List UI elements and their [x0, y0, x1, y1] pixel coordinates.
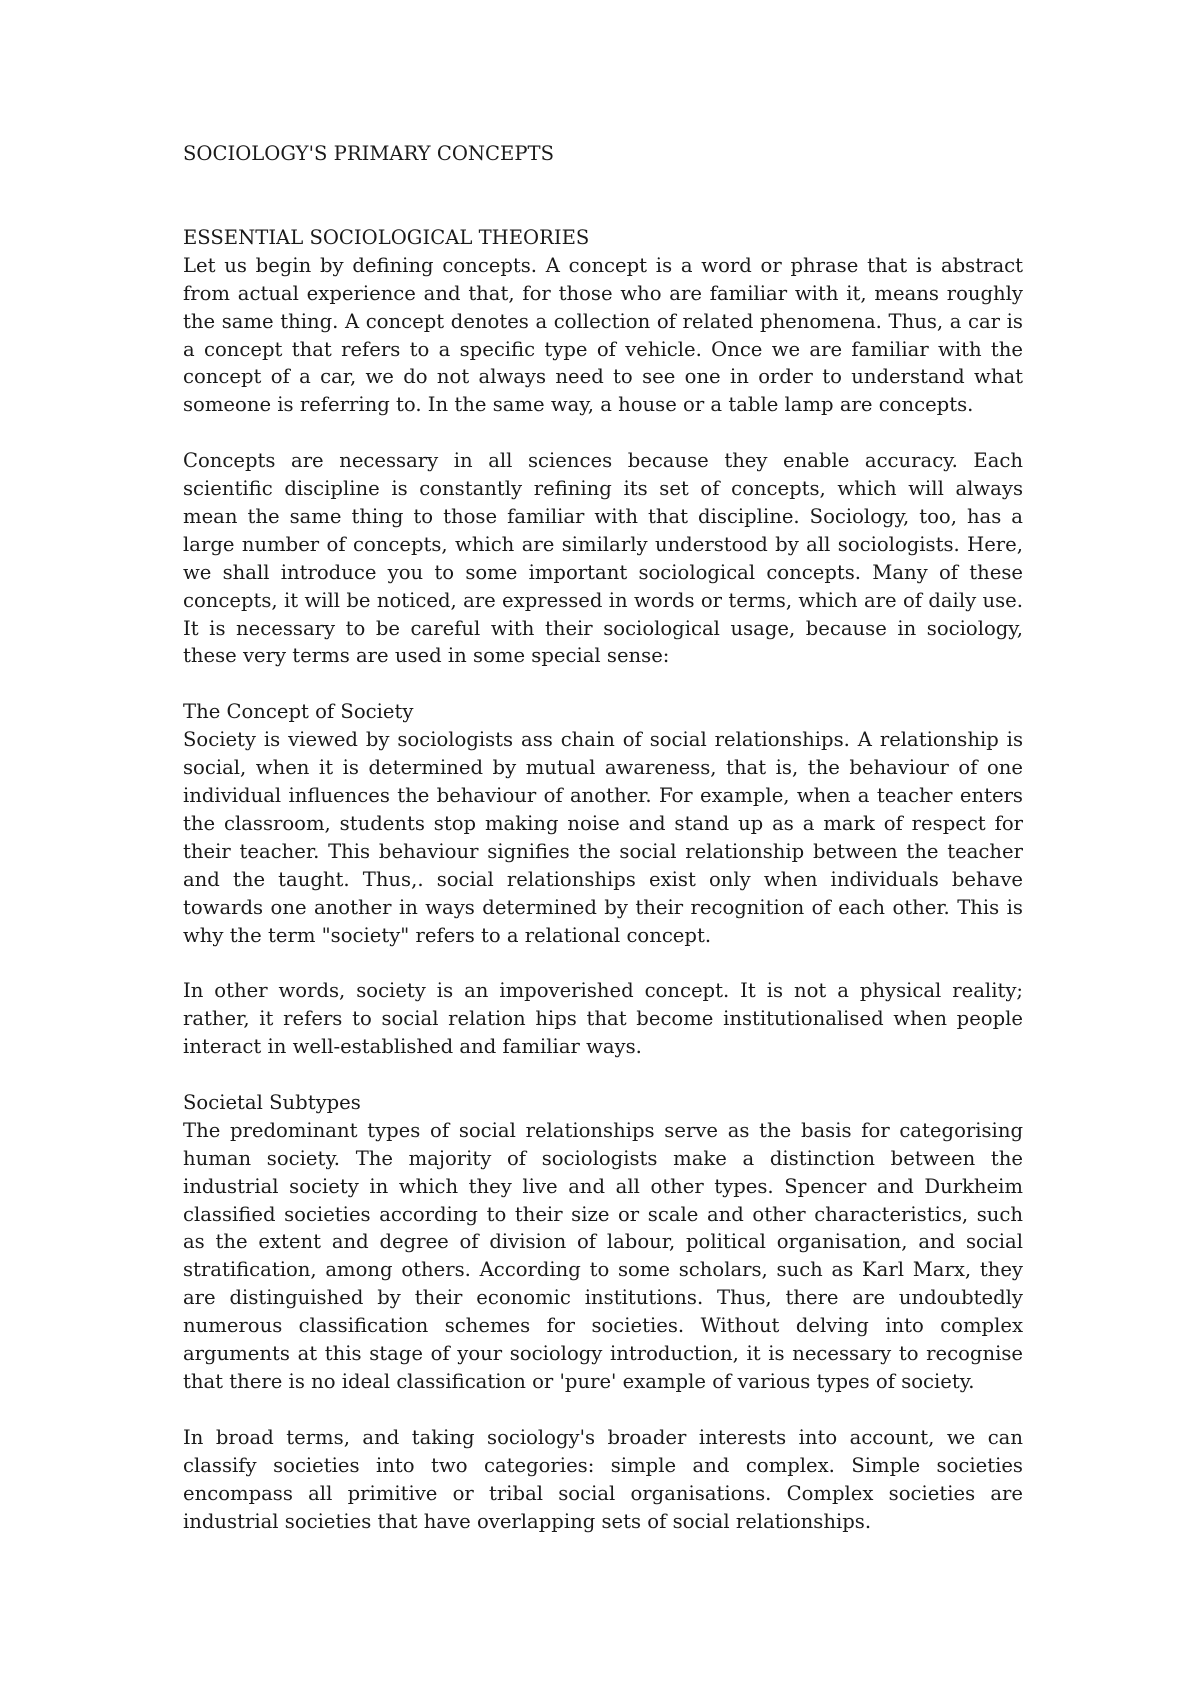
- society-heading: The Concept of Society: [183, 700, 414, 724]
- document-page: [183, 140, 1023, 1535]
- paragraph-society-1: Society is viewed by sociologists ass chain of social relationships. A relationship is social, when it is determined by mutual awareness, that is, the behaviour of one individual influences the behaviour of another. For example, when a teacher enters the classroom, students stop making noise and stand up as a mark of respect for their teacher. This behaviour signifies the social relationship between the teacher and the taught. Thus,. social relationships exist only when individuals behave towards one another in ways determined by their recognition of each other. This is why the term "society" refers to a relational concept.: [183, 728, 1023, 947]
- paragraph-society-2: In other words, society is an impoverished concept. It is not a physical reality; rather, it refers to social relation hips that become institutionalised when people interact in well-established and familiar ways.: [183, 979, 1023, 1059]
- document-title: SOCIOLOGY'S PRIMARY CONCEPTS: [183, 142, 555, 165]
- section-heading: ESSENTIAL SOCIOLOGICAL THEORIES: [183, 225, 590, 249]
- paragraph-intro-1: Let us begin by defining concepts. A concept is a word or phrase that is abstract from actual experience and that, for those who are familiar with it, means roughly the same thing. A concept denotes a collection of related phenomena. Thus, a car is a concept that refers to a specific type of vehicle. Once we are familiar with the concept of a car, we do not always need to see one in order to understand what someone is referring to. In the same way, a house or a table lamp are concepts.: [183, 253, 1023, 417]
- paragraph-subtypes-1: The predominant types of social relationships serve as the basis for categorising human society. The majority of sociologists make a distinction between the industrial society in which they live and all other types. Spencer and Durkheim classified societies according to their size or scale and other characteristics, such as the extent and degree of division of labour, political organisation, and social stratification, among others. According to some scholars, such as Karl Marx, they are distinguished by their economic institutions. Thus, there are undoubtedly numerous classification schemes for societies. Without delving into complex arguments at this stage of your sociology introduction, it is necessary to recognise that there is no ideal classification or 'pure' example of various types of society.: [183, 1118, 1023, 1393]
- subtypes-heading: Societal Subtypes: [183, 1090, 361, 1114]
- paragraph-intro-2: Concepts are necessary in all sciences because they enable accuracy. Each scientific discipline is constantly refining its set of concepts, which will always mean the same thing to those familiar with that discipline. Sociology, too, has a large number of concepts, which are similarly understood by all sociologists. Here, we shall introduce you to some important sociological concepts. Many of these concepts, it will be noticed, are expressed in words or terms, which are of daily use. It is necessary to be careful with their sociological usage, because in sociology, these very terms are used in some special sense:: [183, 449, 1023, 668]
- paragraph-subtypes-2: In broad terms, and taking sociology's broader interests into account, we can classify societies into two categories: simple and complex. Simple societies encompass all primitive or tribal social organisations. Complex societies are industrial societies that have overlapping sets of social relationships.: [183, 1425, 1023, 1533]
